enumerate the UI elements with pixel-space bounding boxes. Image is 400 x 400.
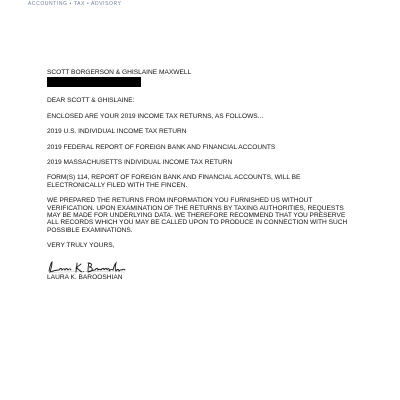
return-item-1: 2019 U.S. INDIVIDUAL INCOME TAX RETURN [47, 128, 187, 136]
closing: VERY TRULY YOURS, [47, 242, 115, 250]
efile-line: ELECTRONICALLY FILED WITH THE FINCEN. [47, 181, 188, 189]
addressee: SCOTT BORGERSON & GHISLAINE MAXWELL [47, 69, 192, 76]
firm-tagline: ACCOUNTING • TAX • ADVISORY [28, 1, 122, 7]
notice-line: VERIFICATION. UPON EXAMINATION OF THE RETURNS BY TAXING AUTHORITIES, REQUESTS [47, 204, 344, 212]
letter-body [47, 69, 367, 281]
notice-line: POSSIBLE EXAMINATIONS. [47, 226, 133, 234]
notice-line: ALL RECORDS WHICH YOU MAY BE CALLED UPON TO PRODUCE IN CONNECTION WITH SUCH [47, 219, 348, 227]
notice-paragraph [47, 197, 367, 234]
return-item-3: 2019 MASSACHUSETTS INDIVIDUAL INCOME TAX RETURN [47, 159, 233, 167]
handwritten-signature [47, 260, 127, 274]
notice-line: MAY BE MADE FOR UNDERLYING DATA. WE THEREFORE RECOMMEND THAT YOU PRESERVE [47, 212, 346, 220]
signer-name: LAURA K. BAROOSHIAN [47, 273, 123, 281]
salutation: DEAR SCOTT & GHISLAINE: [47, 97, 135, 105]
notice-line: WE PREPARED THE RETURNS FROM INFORMATION YOU FURNISHED US WITHOUT [47, 197, 313, 205]
redacted-address-block [47, 77, 141, 87]
intro-line: ENCLOSED ARE YOUR 2019 INCOME TAX RETURNS, AS FOLLOWS... [47, 112, 264, 120]
return-item-2: 2019 FEDERAL REPORT OF FOREIGN BANK AND FINANCIAL ACCOUNTS [47, 143, 276, 151]
efile-paragraph [47, 174, 367, 189]
efile-line: FORM(S) 114, REPORT OF FOREIGN BANK AND FINANCIAL ACCOUNTS, WILL BE [47, 174, 301, 182]
